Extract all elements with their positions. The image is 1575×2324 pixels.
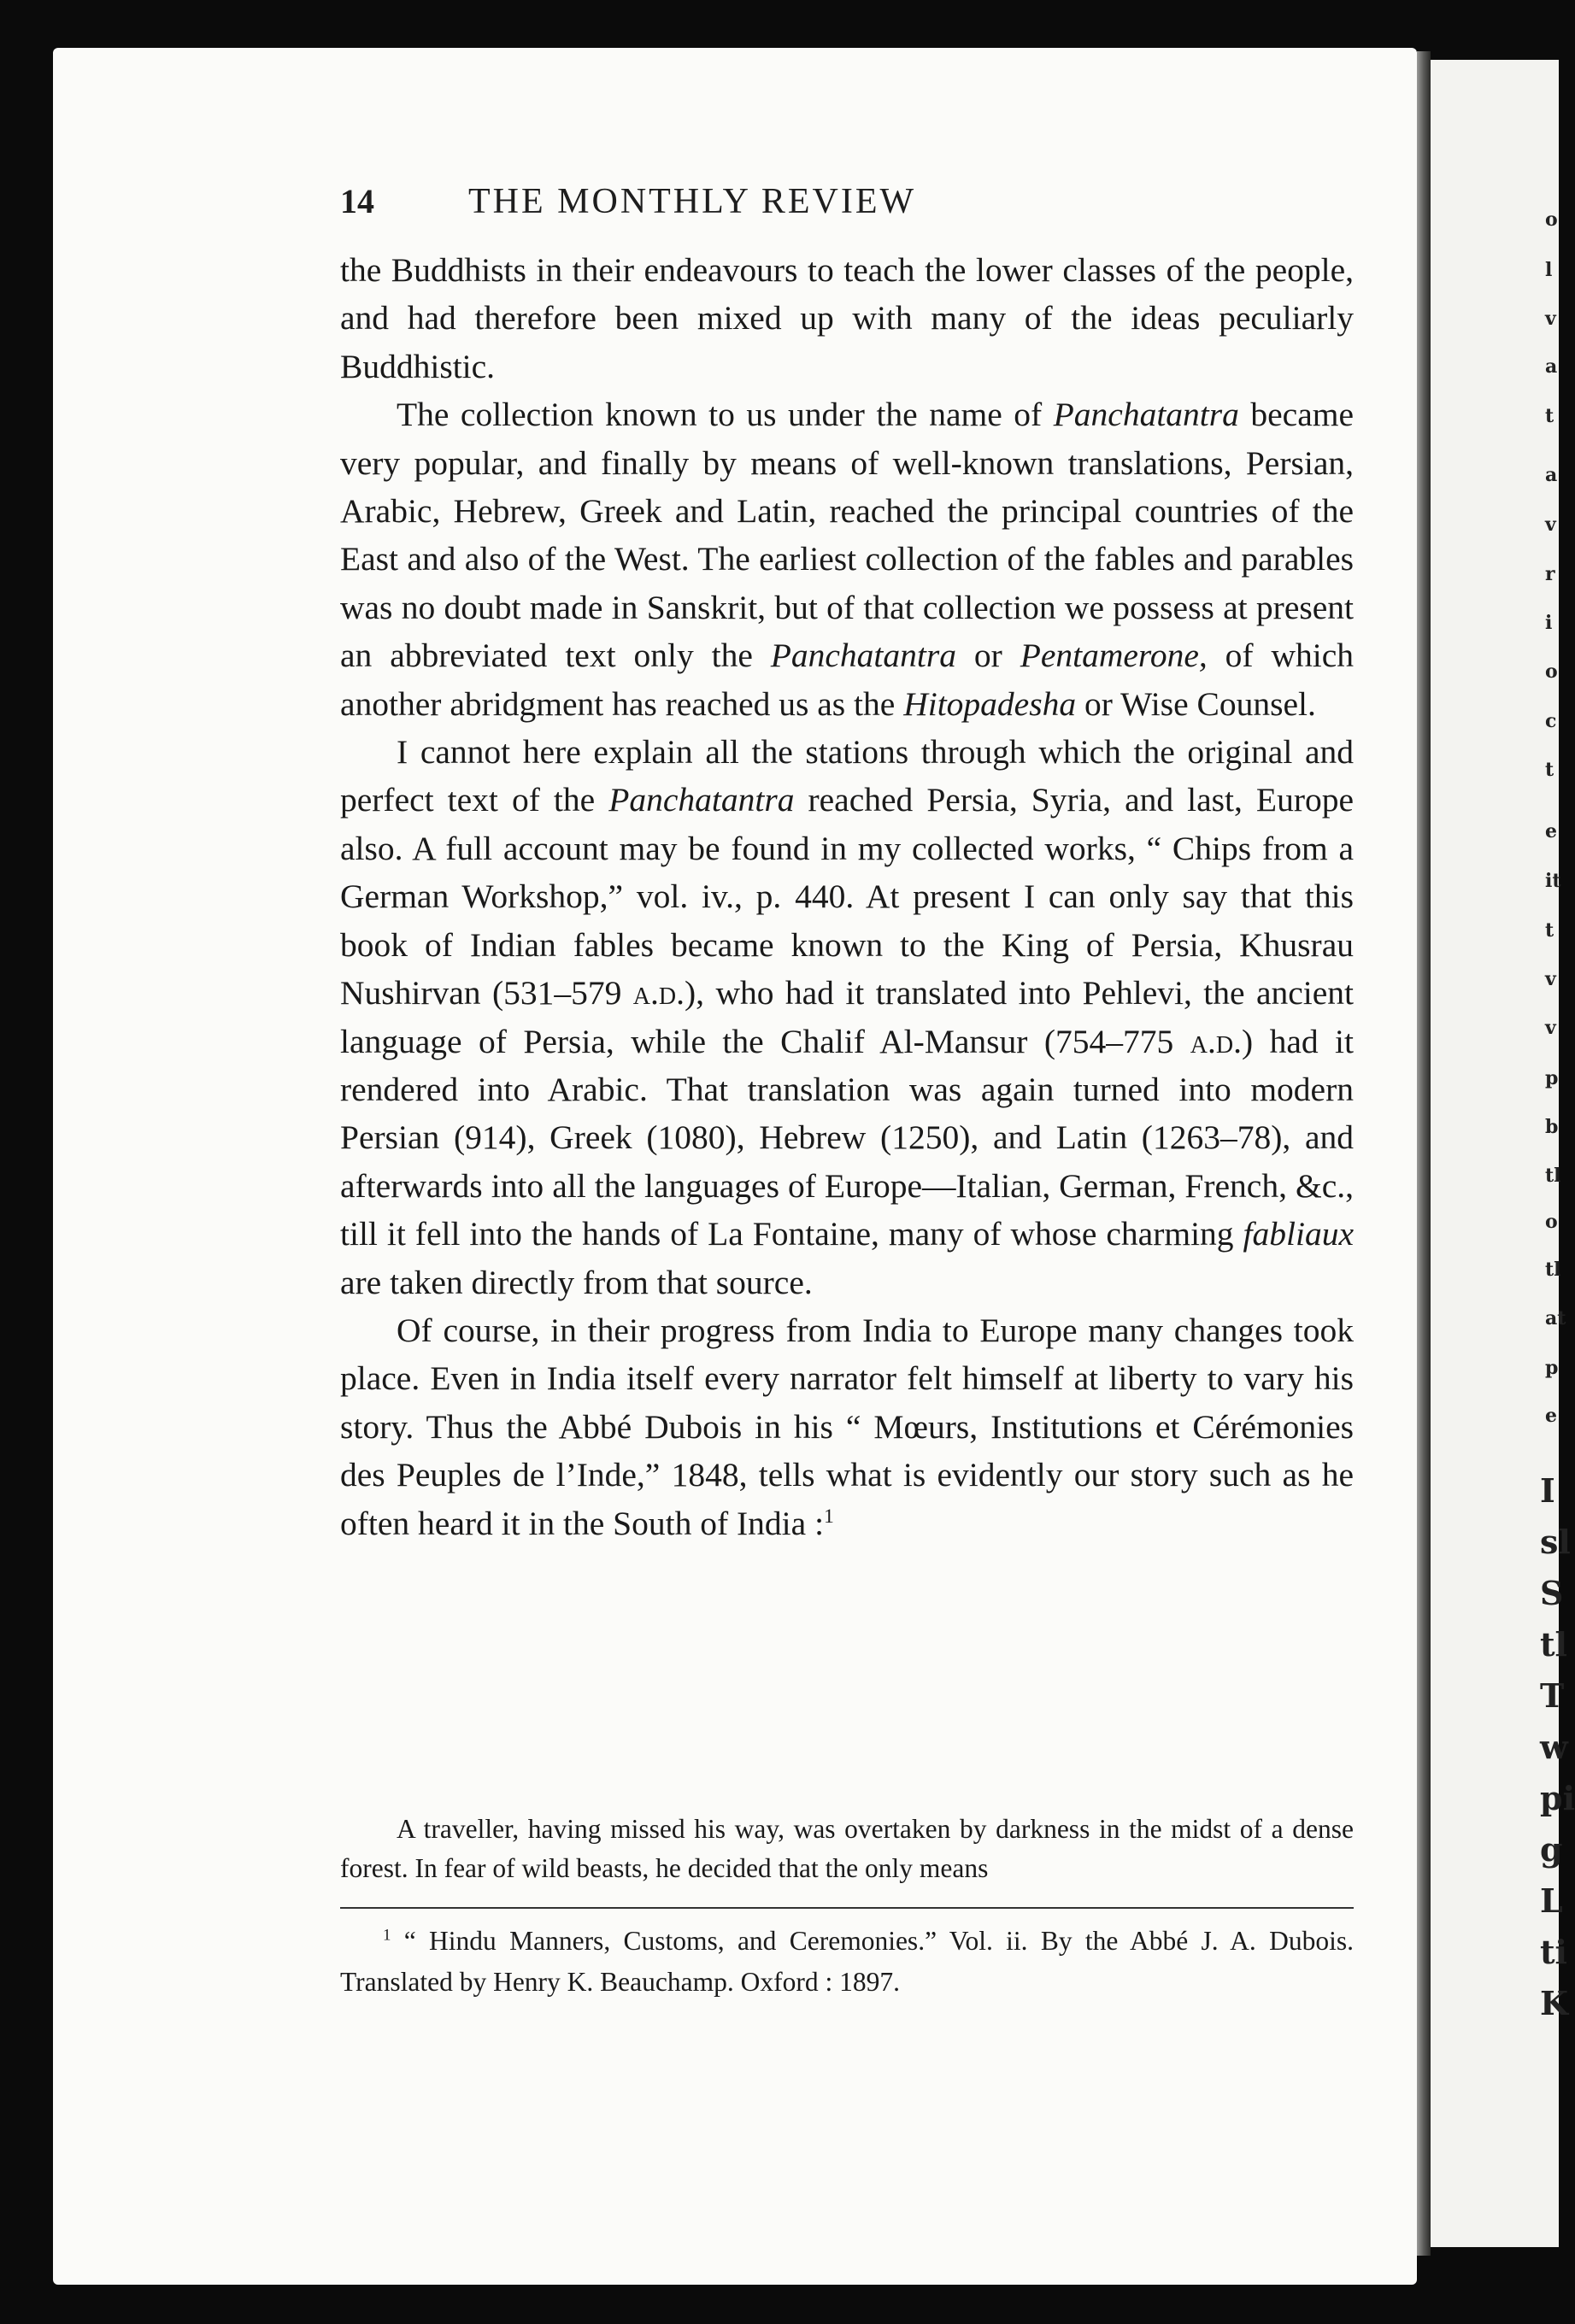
footnote-reference: 1 — [824, 1505, 834, 1528]
text-run: became very popular, and finally by means of well-known translations, Persian, Arabic, Hebrew, Greek and Latin, reached the principal countries of the East and also of the West. The earliest collection of the fables and parables was no doubt made in Sanskrit, but of that collection we possess at present an abbreviated text only the — [340, 396, 1354, 675]
edge-letter: pi — [1540, 1779, 1575, 1817]
edge-letter: b — [1545, 1116, 1559, 1138]
footnote-text: “ Hindu Manners, Customs, and Ceremonies.” Vol. ii. By the Abbé J. A. Dubois. Translated by Henry K. Beauchamp. Oxford : 1897. — [340, 1926, 1354, 1997]
edge-letter: o — [1545, 208, 1558, 231]
edge-letter: p — [1545, 1357, 1559, 1379]
text-run: of which another abridgment has reached us as the — [340, 637, 1355, 723]
paragraph-2 — [340, 390, 1354, 728]
edge-letter: at — [1545, 1307, 1566, 1329]
edge-letter: r — [1545, 563, 1555, 585]
edge-letter: sl — [1540, 1523, 1571, 1561]
edge-letter: t — [1545, 405, 1554, 427]
paragraph-4 — [340, 1306, 1354, 1547]
edge-letter: L — [1540, 1881, 1563, 1920]
edge-letter: it — [1545, 870, 1561, 892]
edge-letter: K — [1540, 1984, 1569, 2022]
term-fabliaux: fabliaux — [1243, 1215, 1354, 1253]
edge-letter: g — [1540, 1830, 1563, 1869]
edge-letter: t — [1545, 919, 1554, 942]
edge-letter: v — [1545, 1017, 1556, 1039]
text-run: The collection known to us under the name of — [397, 396, 1054, 434]
edge-letter: w — [1540, 1728, 1568, 1766]
footnote — [340, 1921, 1354, 2003]
edge-letter: p — [1545, 1067, 1559, 1089]
era-abbreviation: a.d. — [632, 974, 685, 1012]
footnote-marker: 1 — [383, 1926, 391, 1945]
title-hitopadesha: Hitopadesha — [903, 684, 1077, 723]
era-abbreviation: a.d. — [1190, 1022, 1242, 1060]
paragraph-1: the Buddhists in their endeavours to teach the lower classes of the people, and had therefore been mixed up with many of the ideas peculiarly Buddhistic. — [340, 251, 1354, 385]
edge-letter: i — [1545, 612, 1553, 634]
title-pentamerone: Pentamerone, — [1020, 637, 1208, 675]
edge-letter: ti — [1540, 1933, 1567, 1971]
edge-letter: a — [1545, 464, 1558, 486]
edge-letter: S — [1540, 1574, 1564, 1612]
edge-letter: c — [1545, 710, 1557, 732]
edge-letter: o — [1545, 660, 1558, 683]
edge-letter: I — [1540, 1471, 1555, 1510]
text-run: Of course, in their progress from India to Europe many changes took place. Even in India itself every narrator felt himself at liberty to vary his story. Thus the Abbé Dubois in his “ Mœurs, Institutions et Cérémonies des Peuples de l’Inde,” 1848, tells what is evidently our story such as he often heard it in the South of India : — [340, 1311, 1354, 1542]
title-panchatantra: Panchatantra — [770, 637, 956, 675]
edge-letter: tl — [1545, 1259, 1561, 1281]
edge-letter: tl — [1540, 1625, 1567, 1664]
text-run: I cannot here explain all the stations through which the original and perfect text of the — [340, 733, 1354, 819]
paragraph-3 — [340, 728, 1354, 1306]
body-text — [340, 246, 1354, 1547]
edge-letter: e — [1545, 820, 1557, 842]
text-run: or Wise Counsel. — [1076, 684, 1316, 723]
edge-letter: v — [1545, 308, 1556, 330]
title-panchatantra: Panchatantra — [608, 781, 795, 819]
running-head: THE MONTHLY REVIEW — [468, 182, 917, 221]
text-run: reached Persia, Syria, and last, Europe also. A full account may be found in my collected works, “ Chips from a German Workshop,” vol. iv., p. 440. At present I can only say that this book of Indian fables became known to the King of Persia, Khusrau Nushirvan (531–579 — [340, 781, 1354, 1012]
edge-letter: t — [1545, 759, 1554, 781]
edge-letter: v — [1545, 514, 1556, 536]
text-run: ) had it rendered into Arabic. That translation was again turned into modern Persian (914), Greek (1080), Hebrew (1250), and Latin (1263–78), and afterwards into all the languages of Europe—Italian, German, French, &c., till it fell into the hands of La Fontaine, many of whose charming — [340, 1022, 1354, 1253]
edge-letter: a — [1545, 355, 1558, 378]
page-number: 14 — [340, 182, 374, 220]
edge-letter: e — [1545, 1405, 1557, 1427]
edge-letter: l — [1545, 259, 1553, 281]
book-gutter — [1417, 51, 1431, 2256]
text-run: ), who had it translated into Pehlevi, the ancient language of Persia, while the Chalif Al-Mansur (754–775 — [340, 974, 1354, 1060]
page-header — [340, 181, 1150, 224]
edge-letter: o — [1545, 1211, 1558, 1233]
footnote-divider — [340, 1907, 1354, 1909]
quote-text: A traveller, having missed his way, was overtaken by darkness in the midst of a dense forest. In fear of wild beasts, he decided that the only means — [340, 1814, 1354, 1883]
title-panchatantra: Panchatantra — [1053, 396, 1239, 434]
text-run: are taken directly from that source. — [340, 1263, 813, 1301]
edge-letter: tl — [1545, 1165, 1561, 1187]
block-quote — [340, 1810, 1354, 1888]
adjacent-page-edge — [1431, 60, 1575, 2247]
edge-letter: v — [1545, 968, 1556, 990]
text-run: or — [956, 637, 1020, 675]
edge-letter: T — [1540, 1676, 1565, 1715]
